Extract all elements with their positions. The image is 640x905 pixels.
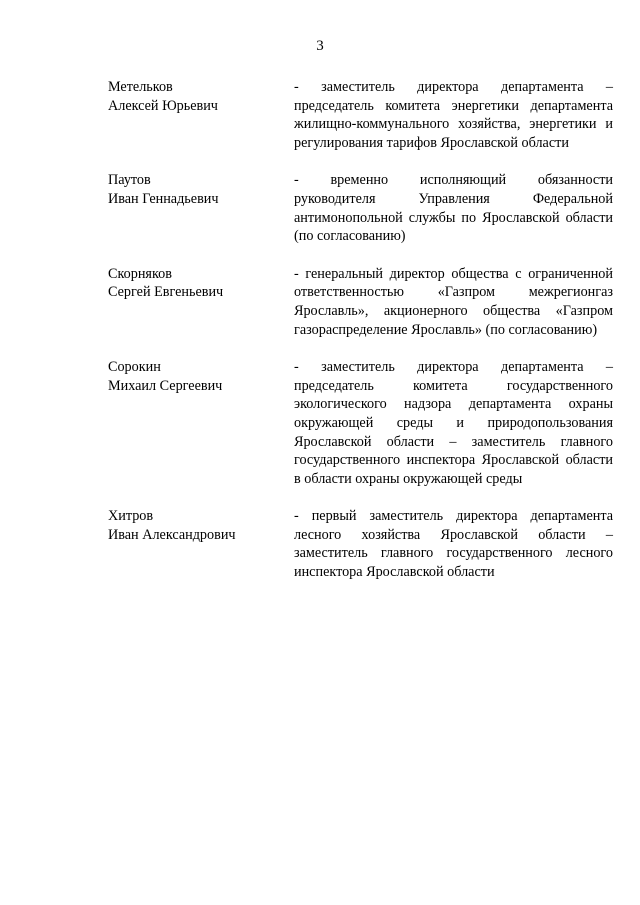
member-entry [108, 358, 613, 488]
member-surname: Скорняков [108, 265, 172, 282]
member-name [108, 358, 294, 488]
member-surname: Метельков [108, 79, 173, 95]
member-role: - заместитель директора департамента – председатель комитета энергетики департамента жилищно-коммунального хозяйства, энергетики и регулирования тарифов Ярославской области [294, 79, 613, 151]
page-number: 3 [316, 38, 324, 54]
members-list [108, 78, 613, 601]
member-entry [108, 78, 613, 152]
member-surname: Сорокин [108, 359, 161, 376]
member-entry [108, 507, 613, 581]
member-given-names: Михаил Сергеевич [108, 377, 223, 394]
member-surname: Хитров [108, 508, 154, 525]
member-given-names: Сергей Евгеньевич [108, 284, 224, 301]
member-given-names: Алексей Юрьевич [108, 97, 218, 114]
member-name [108, 265, 294, 339]
member-name [108, 78, 294, 152]
member-entry [108, 265, 613, 339]
member-role: - временно исполняющий обязанности руководителя Управления Федеральной антимонопольной службы по Ярославской области (по согласованию) [294, 172, 613, 245]
member-role: - заместитель директора департамента – председатель комитета государственного экологического надзора департамента охраны окружающей среды и природопользования Ярославской области – заместитель главного государственного инспектора Ярославской области в области охраны окружающей среды [294, 359, 613, 487]
member-entry [108, 171, 613, 245]
member-given-names: Иван Александрович [108, 526, 236, 543]
member-given-names: Иван Геннадьевич [108, 190, 219, 207]
member-surname: Паутов [108, 172, 151, 189]
member-name [108, 507, 294, 581]
member-role: - первый заместитель директора департамента лесного хозяйства Ярославской области – заместитель главного государственного лесного инспектора Ярославской области [294, 508, 613, 581]
member-role: - генеральный директор общества с ограниченной ответственностью «Газпром межрегионгаз Ярославль», акционерного общества «Газпром газораспределение Ярославль» (по согласованию) [294, 265, 613, 338]
member-name [108, 171, 294, 245]
